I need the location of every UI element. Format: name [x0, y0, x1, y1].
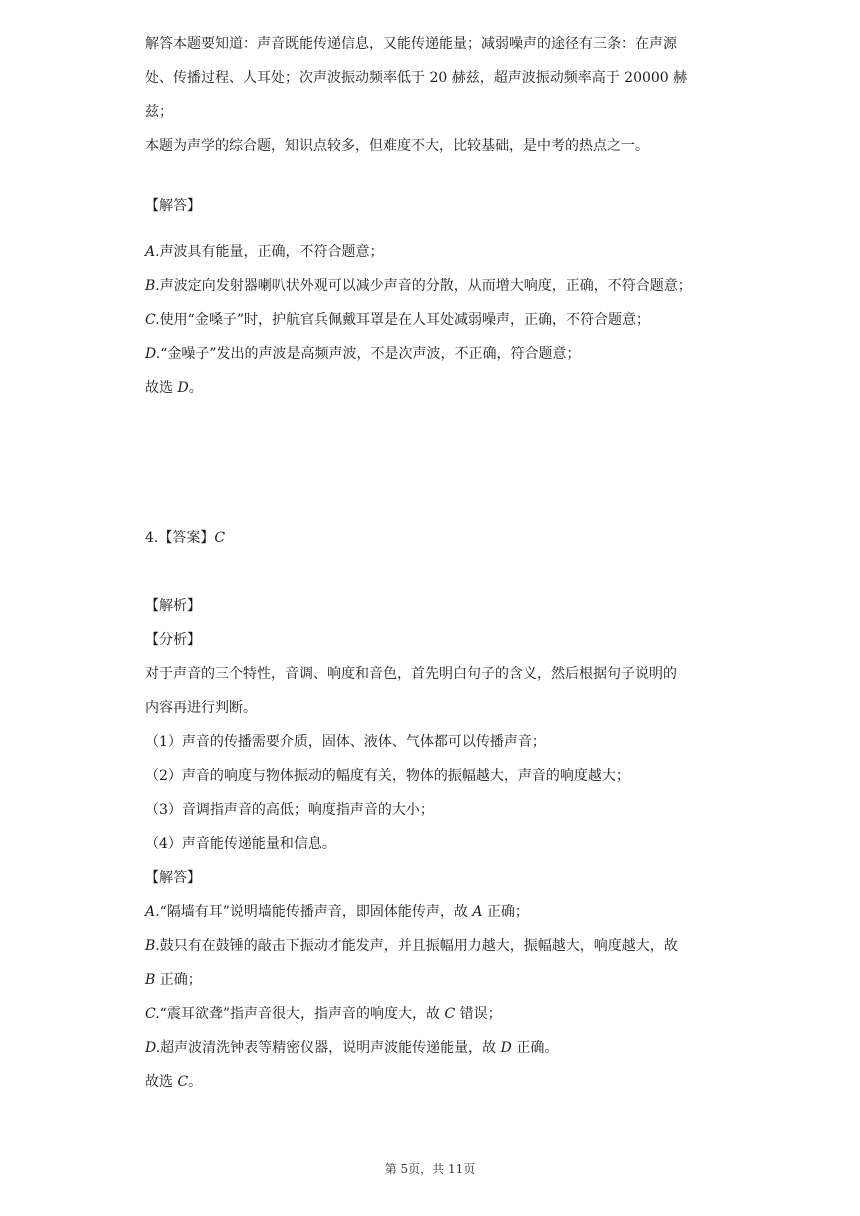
solution-c — [145, 1004, 502, 1024]
point-1: （1）声音的传播需要介质，固体、液体、气体都可以传播声音； — [145, 734, 546, 750]
conclusion-letter: C — [177, 1074, 189, 1090]
conclusion — [145, 1072, 202, 1092]
option-label: D. — [145, 1040, 161, 1056]
point-2: （2）声音的响度与物体振动的幅度有关，物体的振幅越大，声音的响度越大； — [145, 768, 630, 784]
point-4: （4）声音能传递能量和信息。 — [145, 836, 336, 852]
solution-b-cont — [145, 970, 202, 990]
option-label: C. — [145, 312, 160, 328]
option-letter: B — [145, 972, 156, 988]
solution-a — [145, 902, 529, 922]
analysis-line: 兹； — [145, 104, 173, 120]
analysis-line: 内容再进行判断。 — [145, 700, 257, 716]
point-3: （3）音调指声音的高低；响度指声音的大小； — [145, 802, 434, 818]
analysis-line: 解答本题要知道：声音既能传递信息，又能传递能量；减弱噪声的途径有三条：在声源 — [145, 36, 677, 52]
analysis-line: 处、传播过程、人耳处；次声波振动频率低于 20 赫兹，超声波振动频率高于 20000 赫 — [145, 70, 688, 86]
option-text: 正确； — [482, 904, 529, 920]
option-text: 鼓只有在鼓锤的敲击下振动才能发声，并且振幅用力越大，振幅越大，响度越大，故 — [159, 938, 678, 954]
option-text: 错误； — [455, 1006, 502, 1022]
conclusion-pre: 故选 — [145, 1074, 178, 1090]
conclusion-pre: 故选 — [145, 380, 178, 396]
answer-line — [145, 528, 225, 548]
conclusion-letter: D — [177, 380, 189, 396]
option-letter: A — [472, 904, 483, 920]
option-label: D. — [145, 346, 161, 362]
analysis-summary: 本题为声学的综合题，知识点较多，但难度不大，比较基础，是中考的热点之一。 — [145, 138, 649, 154]
solution-b — [145, 936, 678, 956]
option-letter: D — [500, 1040, 512, 1056]
option-d — [145, 344, 581, 364]
conclusion-post: 。 — [188, 380, 203, 396]
option-text: 超声波清洗钟表等精密仪器，说明声波能传递能量，故 — [160, 1040, 501, 1056]
solution-heading: 【解答】 — [145, 198, 201, 214]
solution-heading: 【解答】 — [145, 870, 201, 886]
fenxi-heading: 【分析】 — [145, 632, 201, 648]
option-text: 正确。 — [511, 1040, 559, 1056]
option-text: “震耳欲聋”指声音很大，指声音的响度大，故 — [159, 1006, 445, 1022]
option-b — [145, 276, 692, 296]
option-label: B. — [145, 278, 160, 294]
option-label: A. — [145, 244, 160, 260]
page-footer: 第 5页，共 11页 — [384, 1162, 476, 1176]
answer-letter: C — [214, 530, 226, 546]
option-text: 声波定向发射器喇叭状外观可以减少声音的分散，从而增大响度，正确，不符合题意； — [159, 278, 692, 294]
option-label: B. — [145, 938, 160, 954]
jiexi-heading: 【解析】 — [145, 598, 201, 614]
option-label: C. — [145, 1006, 160, 1022]
option-text: 使用“金嗓子”时，护航官兵佩戴耳罩是在人耳处减弱噪声，正确，不符合题意； — [159, 312, 650, 328]
option-text: “隔墙有耳”说明墙能传播声音，即固体能传声，故 — [159, 904, 473, 920]
option-label: A. — [145, 904, 160, 920]
analysis-line: 对于声音的三个特性，音调、响度和音色，首先明白句子的含义，然后根据句子说明的 — [145, 666, 677, 682]
option-letter: C — [444, 1006, 456, 1022]
option-text: 声波具有能量，正确，不符合题意； — [159, 244, 384, 260]
conclusion — [145, 378, 203, 398]
solution-d — [145, 1038, 558, 1058]
option-text: 正确； — [155, 972, 202, 988]
option-a — [145, 242, 384, 262]
conclusion-post: 。 — [188, 1074, 203, 1090]
option-text: “金噪子”发出的声波是高频声波，不是次声波，不正确，符合题意； — [160, 346, 581, 362]
answer-label: 4.【答案】 — [145, 530, 215, 546]
option-c — [145, 310, 650, 330]
